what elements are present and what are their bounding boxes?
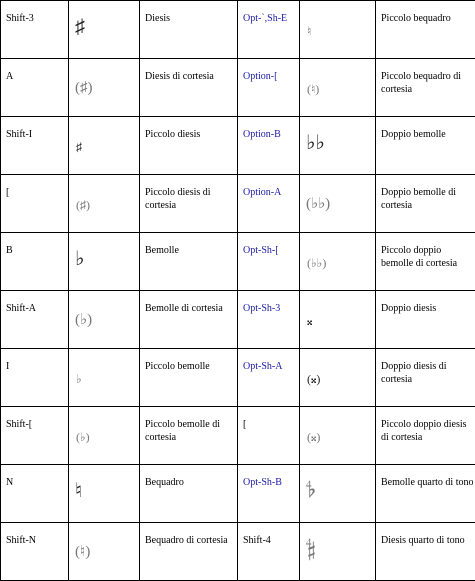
symbol-cell xyxy=(300,407,376,465)
table-row xyxy=(1,407,475,465)
name-cell: Piccolo doppio diesis di cortesia xyxy=(376,407,475,465)
name-cell: Piccolo diesis xyxy=(140,117,238,175)
name-cell: Piccolo doppio bemolle di cortesia xyxy=(376,233,475,291)
key-cell: Opt-`,Sh-E xyxy=(238,1,300,59)
symbol-cell xyxy=(69,175,140,233)
name-cell: Piccolo bequadro xyxy=(376,1,475,59)
small-courtesy-natural-icon: (♮) xyxy=(300,59,375,95)
key-cell: [ xyxy=(1,175,69,233)
key-cell: Shift-[ xyxy=(1,407,69,465)
key-cell: I xyxy=(1,349,69,407)
key-cell: Option-[ xyxy=(238,59,300,117)
key-cell: Opt-Sh-B xyxy=(238,465,300,523)
quarter-tone-sharp-icon: 𝄲 xyxy=(300,523,375,559)
small-flat-icon: ♭ xyxy=(69,349,139,385)
sharp-icon: ♯ xyxy=(69,1,139,37)
symbol-cell xyxy=(300,175,376,233)
small-sharp-icon: ♯ xyxy=(69,117,139,153)
key-cell: B xyxy=(1,233,69,291)
symbol-cell xyxy=(69,59,140,117)
key-cell: Opt-Sh-[ xyxy=(238,233,300,291)
key-cell: Shift-N xyxy=(1,523,69,581)
natural-icon: ♮ xyxy=(69,465,139,501)
table-row xyxy=(1,117,475,175)
key-cell: Shift-A xyxy=(1,291,69,349)
small-courtesy-double-sharp-icon: (𝄪) xyxy=(300,407,375,443)
key-cell: Opt-Sh-A xyxy=(238,349,300,407)
table-row xyxy=(1,175,475,233)
key-cell: Option-A xyxy=(238,175,300,233)
name-cell: Piccolo bequadro di cortesia xyxy=(376,59,475,117)
key-cell: [ xyxy=(238,407,300,465)
symbol-cell xyxy=(300,523,376,581)
name-cell: Diesis di cortesia xyxy=(140,59,238,117)
double-sharp-icon: 𝄪 xyxy=(300,291,375,327)
courtesy-double-sharp-icon: (𝄪) xyxy=(300,349,375,385)
name-cell: Bemolle quarto di tono xyxy=(376,465,475,523)
symbol-cell xyxy=(300,233,376,291)
symbol-cell xyxy=(69,465,140,523)
symbol-cell xyxy=(69,233,140,291)
key-cell: N xyxy=(1,465,69,523)
table-row xyxy=(1,1,475,59)
name-cell: Doppio diesis xyxy=(376,291,475,349)
small-courtesy-sharp-icon: (♯) xyxy=(69,175,139,211)
name-cell: Bemolle xyxy=(140,233,238,291)
table-row xyxy=(1,233,475,291)
symbol-cell xyxy=(69,291,140,349)
name-cell: Bequadro di cortesia xyxy=(140,523,238,581)
double-flat-icon: ♭♭ xyxy=(300,117,375,153)
name-cell: Doppio diesis di cortesia xyxy=(376,349,475,407)
key-cell: Opt-Sh-3 xyxy=(238,291,300,349)
symbol-cell xyxy=(300,1,376,59)
key-cell: Shift-4 xyxy=(238,523,300,581)
symbol-cell xyxy=(69,117,140,175)
symbol-cell xyxy=(69,407,140,465)
quarter-tone-flat-icon: 𝄳 xyxy=(300,465,375,501)
name-cell: Bemolle di cortesia xyxy=(140,291,238,349)
name-cell: Diesis xyxy=(140,1,238,59)
small-courtesy-flat-icon: (♭) xyxy=(69,407,139,443)
small-courtesy-double-flat-icon: (♭♭) xyxy=(300,233,375,269)
symbol-cell xyxy=(300,465,376,523)
key-cell: Shift-I xyxy=(1,117,69,175)
table-row xyxy=(1,523,475,581)
courtesy-natural-icon: (♮) xyxy=(69,523,139,560)
symbol-cell xyxy=(69,523,140,581)
name-cell: Diesis quarto di tono xyxy=(376,523,475,581)
flat-icon: ♭ xyxy=(69,233,139,269)
symbol-cell xyxy=(300,291,376,349)
symbol-cell xyxy=(69,349,140,407)
symbol-cell xyxy=(300,349,376,407)
small-natural-icon: ♮ xyxy=(300,1,375,37)
courtesy-flat-icon: (♭) xyxy=(69,291,139,328)
key-cell: Shift-3 xyxy=(1,1,69,59)
courtesy-sharp-icon: (♯) xyxy=(69,59,139,96)
symbol-cell xyxy=(300,117,376,175)
symbol-cell xyxy=(69,1,140,59)
key-cell: Option-B xyxy=(238,117,300,175)
table-row xyxy=(1,465,475,523)
symbol-cell xyxy=(300,59,376,117)
name-cell: Piccolo bemolle xyxy=(140,349,238,407)
name-cell: Doppio bemolle di cortesia xyxy=(376,175,475,233)
courtesy-double-flat-icon: (♭♭) xyxy=(300,175,375,212)
table-row xyxy=(1,59,475,117)
table-row xyxy=(1,349,475,407)
name-cell: Bequadro xyxy=(140,465,238,523)
name-cell: Piccolo bemolle di cortesia xyxy=(140,407,238,465)
key-cell: A xyxy=(1,59,69,117)
table-row xyxy=(1,291,475,349)
name-cell: Doppio bemolle xyxy=(376,117,475,175)
name-cell: Piccolo diesis di cortesia xyxy=(140,175,238,233)
